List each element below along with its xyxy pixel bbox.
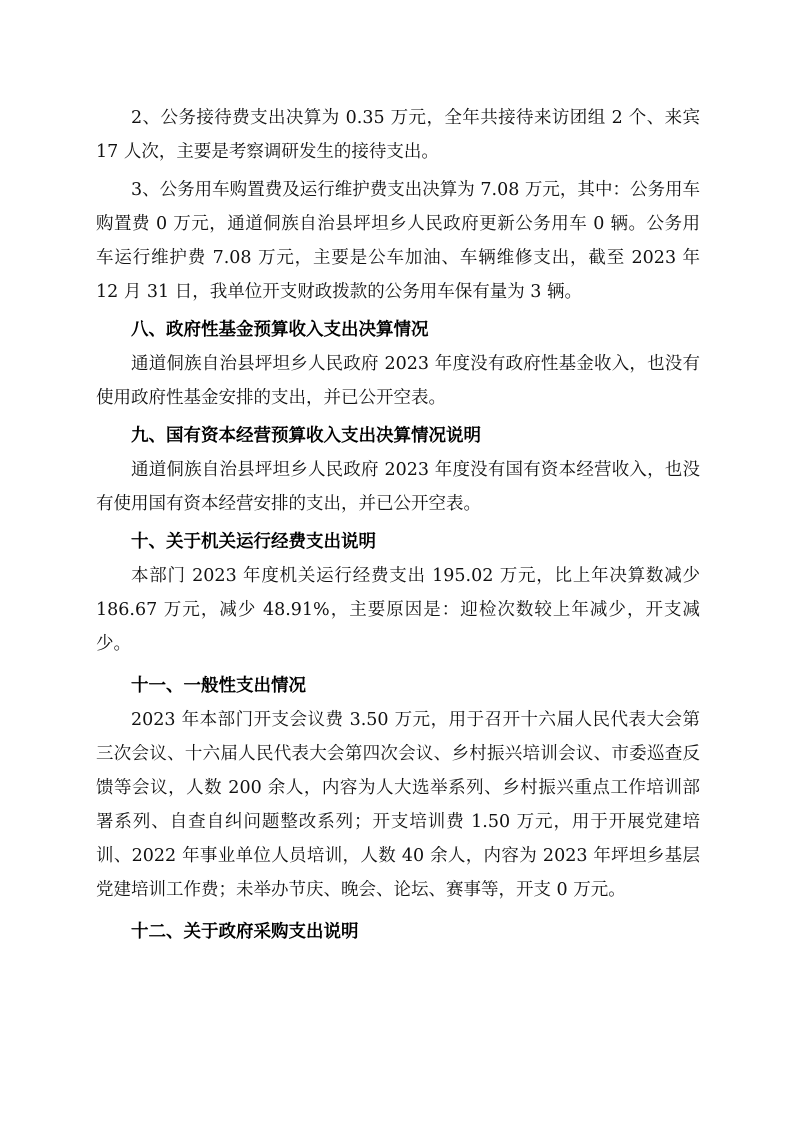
heading-state-capital: 九、国有资本经营预算收入支出决算情况说明 (131, 426, 481, 446)
paragraph-vehicle-expense: 3、公务用车购置费及运行维护费支出决算为 7.08 万元，其中：公务用车购置费 0 万元，通道侗族自治县坪坦乡人民政府更新公务用车 0 辆。公务用车运行维护费 7.08 万元，主要是公车加油、车辆维修支出，截至 2023 年 12 月 31 日，我单位开支财政拨款的公务用车保有量为 3 辆。 (96, 180, 700, 302)
paragraph-operating-expense: 本部门 2023 年度机关运行经费支出 195.02 万元，比上年决算数减少 186.67 万元，减少 48.91%，主要原因是：迎检次数较上年减少，开支减少。 (96, 566, 700, 654)
paragraph-state-capital: 通道侗族自治县坪坦乡人民政府 2023 年度没有国有资本经营收入，也没有使用国有资本经营安排的支出，并已公开空表。 (96, 460, 700, 514)
heading-general-expense: 十一、一般性支出情况 (131, 676, 306, 696)
heading-operating-expense: 十、关于机关运行经费支出说明 (131, 532, 376, 552)
paragraph-reception-expense: 2、公务接待费支出决算为 0.35 万元，全年共接待来访团组 2 个、来宾 17 人次，主要是考察调研发生的接待支出。 (96, 108, 700, 162)
paragraph-general-expense: 2023 年本部门开支会议费 3.50 万元，用于召开十六届人民代表大会第三次会议、十六届人民代表大会第四次会议、乡村振兴培训会议、市委巡查反馈等会议，人数 200 余人，内容为人大选举系列、乡村振兴重点工作培训部署系列、自查自纠问题整改系列；开支培训费 1.50 万元，用于开展党建培训、2022 年事业单位人员培训，人数 40 余人，内容为 2023 年坪坦乡基层党建培训工作费；未举办节庆、晚会、论坛、赛事等，开支 0 万元。 (96, 710, 700, 900)
document-body (96, 101, 700, 949)
paragraph-government-fund: 通道侗族自治县坪坦乡人民政府 2023 年度没有政府性基金收入，也没有使用政府性基金安排的支出，并已公开空表。 (96, 354, 700, 408)
heading-government-fund: 八、政府性基金预算收入支出决算情况 (131, 320, 429, 340)
heading-procurement: 十二、关于政府采购支出说明 (131, 922, 359, 942)
